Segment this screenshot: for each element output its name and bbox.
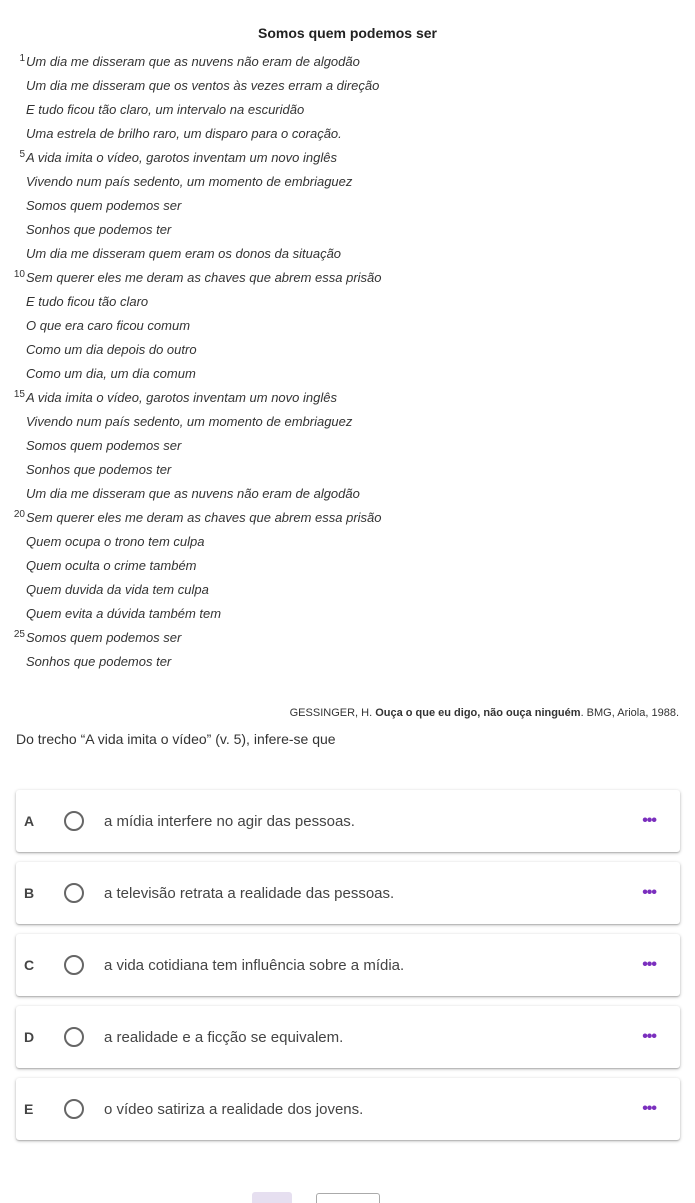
- poem-line: [26, 653, 676, 677]
- line-text: Somos quem podemos ser: [26, 630, 182, 645]
- question-prompt: Do trecho “A vida imita o vídeo” (v. 5), infere-se que: [16, 731, 336, 747]
- line-text: Um dia me disseram que os ventos às vezes erram a direção: [26, 78, 380, 93]
- line-number: 15: [13, 389, 25, 400]
- option-text: a realidade e a ficção se equivalem.: [104, 1028, 344, 1046]
- line-text: Um dia me disseram quem eram os donos da situação: [26, 246, 342, 261]
- line-text: E tudo ficou tão claro, um intervalo na escuridão: [26, 102, 305, 117]
- more-options-icon[interactable]: •••: [642, 1028, 656, 1045]
- poem-line: [13, 629, 676, 653]
- poem-line: [26, 197, 676, 221]
- line-text: O que era caro ficou comum: [26, 318, 191, 333]
- poem-line: [13, 269, 676, 293]
- line-text: A vida imita o vídeo, garotos inventam um novo inglês: [26, 390, 337, 405]
- line-number: 25: [13, 629, 25, 640]
- poem-line: [13, 389, 676, 413]
- line-text: Sonhos que podemos ter: [26, 654, 172, 669]
- more-options-icon[interactable]: •••: [642, 956, 656, 973]
- line-number: 1: [19, 53, 25, 64]
- line-number: 10: [13, 269, 25, 280]
- poem-line: [26, 245, 676, 269]
- line-number: 20: [13, 509, 25, 520]
- option-text: a vida cotidiana tem influência sobre a mídia.: [104, 956, 405, 974]
- poem-line: [26, 605, 676, 629]
- line-text: Sonhos que podemos ter: [26, 462, 172, 477]
- poem-line: [26, 125, 676, 149]
- poem-line: [26, 557, 676, 581]
- poem-line: [26, 341, 676, 365]
- answer-option-e[interactable]: [16, 1078, 680, 1140]
- option-letter: A: [24, 813, 35, 829]
- more-options-icon[interactable]: •••: [642, 1100, 656, 1117]
- line-text: Um dia me disseram que as nuvens não eram de algodão: [26, 54, 360, 69]
- line-text: Vivendo num país sedento, um momento de embriaguez: [26, 414, 353, 429]
- option-letter: B: [24, 885, 35, 901]
- poem-line: [26, 365, 676, 389]
- option-text: a mídia interfere no agir das pessoas.: [104, 812, 355, 830]
- poem-body: [13, 53, 676, 677]
- line-text: Sonhos que podemos ter: [26, 222, 172, 237]
- line-text: Quem ocupa o trono tem culpa: [26, 534, 205, 549]
- answer-option-c[interactable]: [16, 934, 680, 996]
- answer-option-b[interactable]: [16, 862, 680, 924]
- poem-line: [26, 485, 676, 509]
- poem-line: [26, 173, 676, 197]
- option-text: a televisão retrata a realidade das pessoas.: [104, 884, 395, 902]
- answer-option-d[interactable]: [16, 1006, 680, 1068]
- option-letter: D: [24, 1029, 35, 1045]
- poem-line: [26, 437, 676, 461]
- poem-line: [19, 149, 676, 173]
- radio-button[interactable]: [64, 1099, 84, 1119]
- citation-publisher: . BMG, Ariola, 1988.: [580, 707, 679, 719]
- radio-button[interactable]: [64, 955, 84, 975]
- option-text: o vídeo satiriza a realidade dos jovens.: [104, 1100, 364, 1118]
- citation-work: Ouça o que eu digo, não ouça ninguém: [375, 707, 581, 719]
- option-letter: C: [24, 957, 35, 973]
- line-number: 5: [19, 149, 25, 160]
- poem-line: [26, 101, 676, 125]
- line-text: Sem querer eles me deram as chaves que abrem essa prisão: [26, 510, 382, 525]
- poem-line: [26, 221, 676, 245]
- line-text: A vida imita o vídeo, garotos inventam um novo inglês: [26, 150, 337, 165]
- more-options-icon[interactable]: •••: [642, 812, 656, 829]
- radio-button[interactable]: [64, 811, 84, 831]
- line-text: E tudo ficou tão claro: [26, 294, 149, 309]
- poem-line: [26, 533, 676, 557]
- poem-line: [26, 317, 676, 341]
- line-text: Somos quem podemos ser: [26, 438, 182, 453]
- poem-title: Somos quem podemos ser: [258, 25, 437, 41]
- option-letter: E: [24, 1101, 34, 1117]
- bottom-navigation: [0, 1192, 695, 1203]
- line-text: Um dia me disseram que as nuvens não eram de algodão: [26, 486, 360, 501]
- radio-button[interactable]: [64, 883, 84, 903]
- previous-button[interactable]: [252, 1192, 292, 1203]
- poem-line: [26, 413, 676, 437]
- line-text: Quem oculta o crime também: [26, 558, 197, 573]
- line-text: Como um dia depois do outro: [26, 342, 197, 357]
- poem-line: [26, 581, 676, 605]
- line-text: Quem duvida da vida tem culpa: [26, 582, 209, 597]
- line-text: Vivendo num país sedento, um momento de embriaguez: [26, 174, 353, 189]
- line-text: Uma estrela de brilho raro, um disparo para o coração.: [26, 126, 342, 141]
- poem-line: [26, 293, 676, 317]
- line-text: Sem querer eles me deram as chaves que abrem essa prisão: [26, 270, 382, 285]
- line-text: Quem evita a dúvida também tem: [26, 606, 222, 621]
- poem-line: [13, 509, 676, 533]
- answer-option-a[interactable]: [16, 790, 680, 852]
- line-text: Como um dia, um dia comum: [26, 366, 196, 381]
- next-button[interactable]: [316, 1193, 380, 1203]
- radio-button[interactable]: [64, 1027, 84, 1047]
- more-options-icon[interactable]: •••: [642, 884, 656, 901]
- citation-author: GESSINGER, H.: [289, 707, 376, 719]
- line-text: Somos quem podemos ser: [26, 198, 182, 213]
- poem-line: [26, 461, 676, 485]
- poem-line: [26, 77, 676, 101]
- source-citation: [290, 707, 679, 719]
- poem-line: [19, 53, 676, 77]
